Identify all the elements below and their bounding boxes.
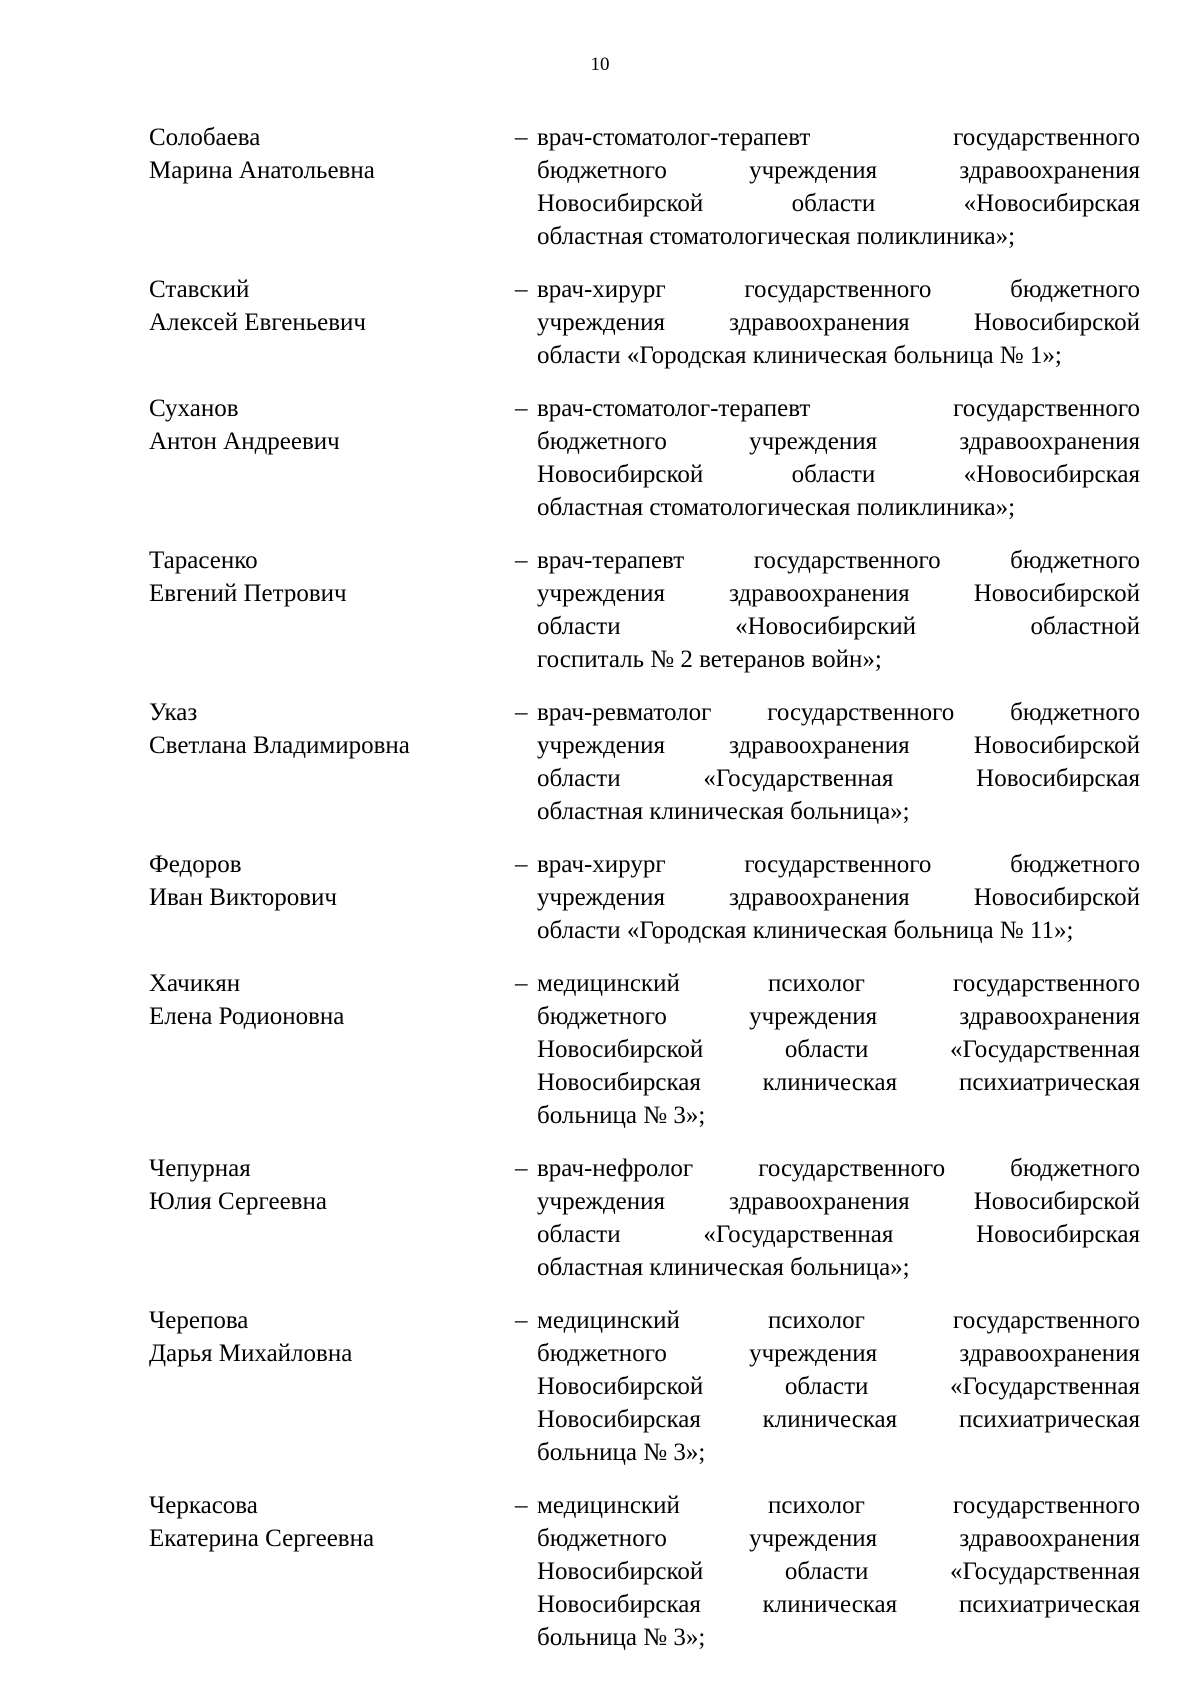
person-name	[149, 1152, 509, 1218]
dash-glyph: –	[515, 1307, 528, 1334]
position-description	[537, 544, 1140, 676]
position-line: Новосибирской области «Государственная	[537, 1373, 1140, 1400]
list-item	[149, 696, 1149, 828]
position-description	[537, 696, 1140, 828]
person-name	[149, 967, 509, 1033]
position-line: врач-стоматолог-терапевт государственного	[537, 395, 1140, 422]
position-line: врач-хирург государственного бюджетного	[537, 276, 1140, 303]
person-surname: Солобаева	[149, 124, 261, 151]
position-line: бюджетного учреждения здравоохранения	[537, 157, 1140, 184]
list-item	[149, 273, 1149, 372]
dash-glyph: –	[515, 276, 528, 303]
person-surname: Черкасова	[149, 1492, 258, 1519]
person-given-names: Елена Родионовна	[149, 1003, 345, 1030]
page-number: 10	[590, 54, 610, 75]
position-line: Новосибирской области «Государственная	[537, 1036, 1140, 1063]
position-line: Новосибирская клиническая психиатрическая	[537, 1591, 1140, 1618]
position-line: учреждения здравоохранения Новосибирской	[537, 884, 1140, 911]
position-description	[537, 1489, 1140, 1654]
list-item	[149, 544, 1149, 676]
list-item	[149, 967, 1149, 1132]
position-line: бюджетного учреждения здравоохранения	[537, 1340, 1140, 1367]
person-given-names: Юлия Сергеевна	[149, 1188, 327, 1215]
position-line: учреждения здравоохранения Новосибирской	[537, 1188, 1140, 1215]
position-line: врач-терапевт государственного бюджетного	[537, 547, 1140, 574]
position-line: областная стоматологическая поликлиника»;	[537, 494, 1016, 521]
position-line: медицинский психолог государственного	[537, 1492, 1140, 1519]
dash-glyph: –	[515, 1492, 528, 1519]
list-item	[149, 121, 1149, 253]
position-description	[537, 273, 1140, 372]
person-given-names: Екатерина Сергеевна	[149, 1525, 375, 1552]
dash-glyph: –	[515, 851, 528, 878]
person-given-names: Марина Анатольевна	[149, 157, 375, 184]
position-line: области «Городская клиническая больница № 1»;	[537, 342, 1062, 369]
person-surname: Черепова	[149, 1307, 249, 1334]
dash-glyph: –	[515, 970, 528, 997]
position-line: областная стоматологическая поликлиника»;	[537, 223, 1016, 250]
position-line: больница № 3»;	[537, 1102, 706, 1129]
position-description	[537, 1152, 1140, 1284]
position-line: Новосибирская клиническая психиатрическая	[537, 1069, 1140, 1096]
person-surname: Федоров	[149, 851, 242, 878]
position-line: врач-нефролог государственного бюджетного	[537, 1155, 1140, 1182]
dash-glyph: –	[515, 1155, 528, 1182]
person-given-names: Алексей Евгеньевич	[149, 309, 367, 336]
position-line: врач-хирург государственного бюджетного	[537, 851, 1140, 878]
position-line: учреждения здравоохранения Новосибирской	[537, 309, 1140, 336]
person-name	[149, 392, 509, 458]
position-line: медицинский психолог государственного	[537, 1307, 1140, 1334]
position-description	[537, 1304, 1140, 1469]
person-name	[149, 1489, 509, 1555]
list-item	[149, 1304, 1149, 1469]
list-item	[149, 1152, 1149, 1284]
person-surname: Указ	[149, 699, 198, 726]
dash-glyph: –	[515, 124, 528, 151]
dash-glyph: –	[515, 395, 528, 422]
position-line: области «Новосибирский областной	[537, 613, 1140, 640]
position-line: больница № 3»;	[537, 1439, 706, 1466]
position-line: областная клиническая больница»;	[537, 1254, 910, 1281]
dash-glyph: –	[515, 699, 528, 726]
position-line: Новосибирская клиническая психиатрическая	[537, 1406, 1140, 1433]
person-name	[149, 848, 509, 914]
position-line: больница № 3»;	[537, 1624, 706, 1651]
position-line: области «Государственная Новосибирская	[537, 1221, 1140, 1248]
position-line: учреждения здравоохранения Новосибирской	[537, 580, 1140, 607]
position-line: бюджетного учреждения здравоохранения	[537, 1003, 1140, 1030]
position-line: областная клиническая больница»;	[537, 798, 910, 825]
position-line: бюджетного учреждения здравоохранения	[537, 428, 1140, 455]
list-item	[149, 392, 1149, 524]
position-line: медицинский психолог государственного	[537, 970, 1140, 997]
person-surname: Чепурная	[149, 1155, 251, 1182]
person-surname: Суханов	[149, 395, 239, 422]
person-given-names: Антон Андреевич	[149, 428, 340, 455]
position-line: области «Государственная Новосибирская	[537, 765, 1140, 792]
position-line: врач-стоматолог-терапевт государственного	[537, 124, 1140, 151]
person-name	[149, 696, 509, 762]
position-line: области «Городская клиническая больница № 11»;	[537, 917, 1074, 944]
person-name	[149, 544, 509, 610]
position-line: Новосибирской области «Новосибирская	[537, 190, 1140, 217]
person-surname: Хачикян	[149, 970, 241, 997]
position-line: Новосибирской области «Новосибирская	[537, 461, 1140, 488]
position-description	[537, 848, 1140, 947]
person-name	[149, 1304, 509, 1370]
position-line: врач-ревматолог государственного бюджетного	[537, 699, 1140, 726]
person-name	[149, 121, 509, 187]
person-given-names: Дарья Михайловна	[149, 1340, 353, 1367]
list-item	[149, 848, 1149, 947]
dash-glyph: –	[515, 547, 528, 574]
person-surname: Тарасенко	[149, 547, 258, 574]
person-given-names: Иван Викторович	[149, 884, 337, 911]
person-surname: Ставский	[149, 276, 250, 303]
list-item	[149, 1489, 1149, 1654]
position-line: учреждения здравоохранения Новосибирской	[537, 732, 1140, 759]
position-description	[537, 392, 1140, 524]
person-name	[149, 273, 509, 339]
position-line: Новосибирской области «Государственная	[537, 1558, 1140, 1585]
person-given-names: Светлана Владимировна	[149, 732, 410, 759]
staff-list	[149, 121, 1149, 1674]
person-given-names: Евгений Петрович	[149, 580, 347, 607]
position-line: госпиталь № 2 ветеранов войн»;	[537, 646, 882, 673]
position-line: бюджетного учреждения здравоохранения	[537, 1525, 1140, 1552]
position-description	[537, 121, 1140, 253]
position-description	[537, 967, 1140, 1132]
